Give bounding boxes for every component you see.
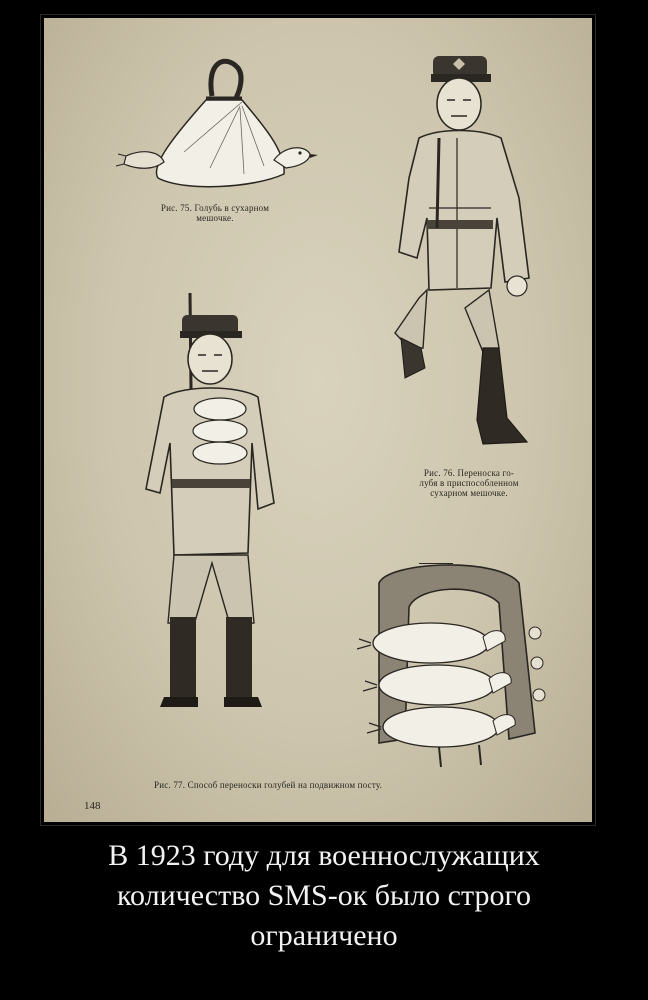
pigeon-harness-illustration <box>349 563 549 778</box>
figure-76-caption: Рис. 76. Переноска го- лубя в приспособленном сухарном мешочке. <box>419 468 519 498</box>
book-page <box>44 18 592 822</box>
demotivator-caption <box>0 836 648 956</box>
caption-line-3: ограничено <box>250 919 398 952</box>
caption-line-2: количество SMS-ок было строго <box>116 879 532 912</box>
walking-soldier-illustration <box>379 48 549 458</box>
caption-line-1: В 1923 году для военнослужащих <box>108 839 540 872</box>
figure-75-caption: Рис. 75. Голубь в сухарном мешочке. <box>160 203 270 223</box>
page-number: 148 <box>84 800 101 812</box>
pigeon-in-bag-illustration <box>114 56 334 201</box>
soldier-carrying-pigeons-illustration <box>134 293 304 723</box>
figure-77-caption: Рис. 77. Способ переноски голубей на подвижном посту. <box>154 780 383 790</box>
